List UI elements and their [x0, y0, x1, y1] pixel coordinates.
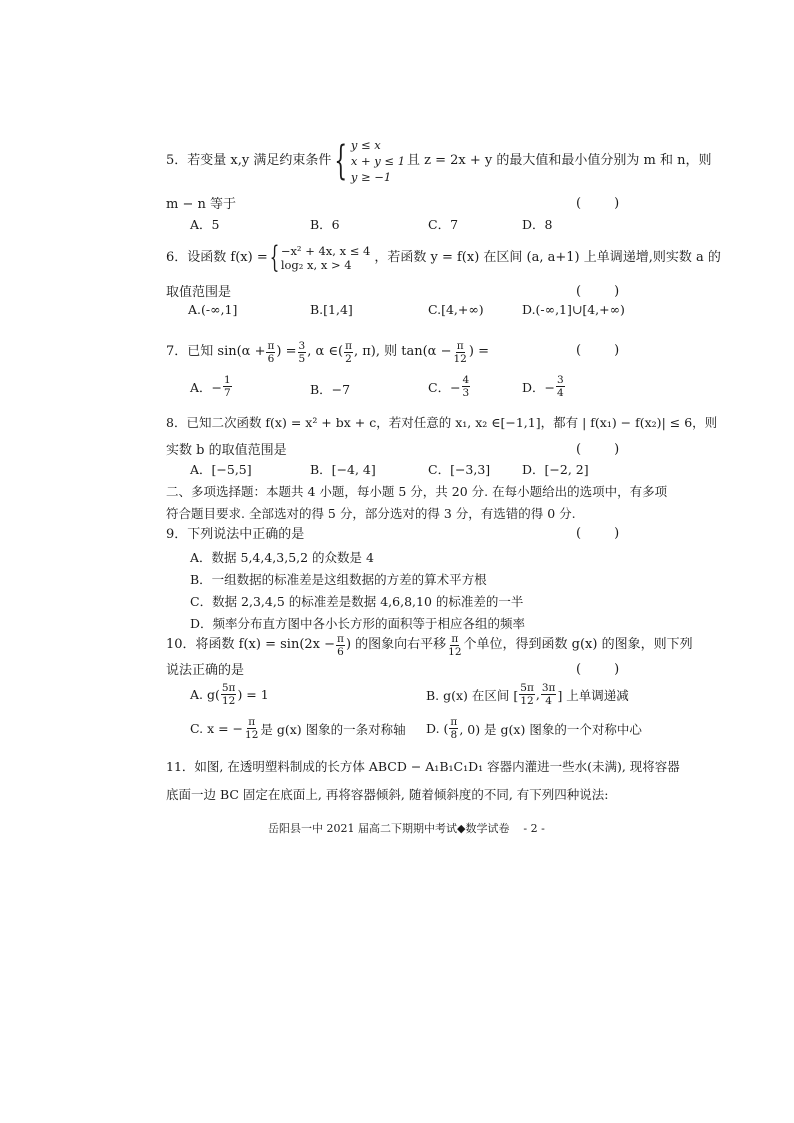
q9-answer-paren: ( ) — [576, 526, 620, 541]
q6-option-b: B.[1,4] — [310, 302, 353, 317]
q8-option-b: B．[−4, 4] — [310, 462, 376, 477]
q11-line1: 11．如图, 在透明塑料制成的长方体 ABCD − A₁B₁C₁D₁ 容器内灌进一些水(未满), 现将容器 — [166, 759, 680, 774]
q6-option-c: C.[4,+∞) — [428, 302, 484, 317]
q11-line2: 底面一边 BC 固定在底面上, 再将容器倾斜, 随着倾斜度的不同, 有下列四种说法: — [166, 787, 609, 802]
q7-option-d: D．− $\frac{3}{4}$ — [522, 374, 564, 399]
q9-option-b: B．一组数据的标准差是这组数据的方差的算术平方根 — [190, 572, 487, 587]
q7-frac-3-5: $\frac{3}{5}$ — [298, 339, 306, 365]
q8-line2: 实数 b 的取值范围是 — [166, 443, 287, 458]
q7-option-a: A．− $\frac{1}{7}$ — [190, 374, 231, 399]
q6-answer-paren: ( ) — [576, 284, 620, 299]
q7-option-c: C．− $\frac{4}{3}$ — [428, 374, 470, 399]
q5-constraints: y ≤ x x + y ≤ 1 y ≥ −1 — [350, 138, 406, 184]
q7-frac-pi-2: $\frac{\pi}{2}$ — [345, 339, 352, 365]
q5-answer-paren: ( ) — [576, 196, 620, 211]
q9-option-c: C．数据 2,3,4,5 的标准差是数据 4,6,8,10 的标准差的一半 — [190, 594, 524, 609]
q7-answer-paren: ( ) — [576, 343, 620, 358]
q9-option-d: D．频率分布直方图中各小长方形的面积等于相应各组的频率 — [190, 616, 526, 631]
q10-line2: 说法正确的是 — [166, 663, 245, 678]
q6-stem: 6．设函数 f(x) = { −x² + 4x, x ≤ 4 log₂ x, x > 4 ，若函数 y = f(x) 在区间 (a, a+1) 上单调递增,则实数 a 的 — [166, 240, 721, 275]
q5-option-d: D．8 — [522, 217, 553, 232]
q5-brace: { — [334, 138, 348, 184]
q5-line2: m − n 等于 — [166, 197, 236, 212]
q7-stem: 7．已知 sin(α + $\frac{\pi}{6}$ ) = $\frac{3}{5}$ , α ∈( $\frac{\pi}{2}$ , π), 则 tan(α − $\frac{\pi}{12}$ ) = — [166, 339, 489, 365]
q5-stem: 5．若变量 x,y 满足约束条件 { y ≤ x x + y ≤ 1 y ≥ −1 且 z = 2x + y 的最大值和最小值分别为 m 和 n，则 — [166, 138, 712, 184]
q6-option-a: A.(-∞,1] — [188, 302, 238, 317]
q8-option-d: D．[−2, 2] — [522, 462, 589, 477]
q5-option-b: B．6 — [310, 217, 340, 232]
section2-line2: 符合题目要求. 全部选对的得 5 分，部分选对的得 3 分，有选错的得 0 分. — [166, 506, 576, 521]
q7-option-b: B．−7 — [310, 382, 351, 397]
q10-option-b: B. g(x) 在区间 [ $\frac{5\pi}{12}$ , $\frac{3\pi}{4}$ ] 上单调递减 — [426, 682, 629, 707]
q10-answer-paren: ( ) — [576, 662, 620, 677]
q9-stem: 9．下列说法中正确的是 — [166, 527, 305, 542]
q8-option-c: C．[−3,3] — [428, 462, 491, 477]
page-footer: 岳阳县一中 2021 届高二下期期中考试◆数学试卷 - 2 - — [268, 822, 545, 835]
q10-option-d: D. ( $\frac{\pi}{8}$ , 0) 是 g(x) 图象的一个对称中心 — [426, 716, 642, 741]
q8-option-a: A．[−5,5] — [190, 462, 252, 477]
q7-frac-pi-12: $\frac{\pi}{12}$ — [453, 339, 467, 365]
q7-frac-pi-6: $\frac{\pi}{6}$ — [267, 339, 275, 365]
q6-option-d: D.(-∞,1]∪[4,+∞) — [522, 302, 625, 317]
q10-option-a: A. g( $\frac{5\pi}{12}$ ) = 1 — [190, 682, 269, 707]
q10-stem: 10．将函数 f(x) = sin(2x − $\frac{\pi}{6}$ ) 的图象向右平移 $\frac{\pi}{12}$ 个单位，得到函数 g(x) 的图象，则下列 — [166, 632, 693, 658]
q10-option-c: C. x = − $\frac{\pi}{12}$ 是 g(x) 图象的一条对称轴 — [190, 716, 406, 741]
q5-option-a: A．5 — [190, 217, 220, 232]
q8-answer-paren: ( ) — [576, 442, 620, 457]
q6-brace: { — [269, 240, 280, 275]
q9-option-a: A．数据 5,4,4,3,5,2 的众数是 4 — [190, 550, 374, 565]
q5-option-c: C．7 — [428, 217, 459, 232]
q6-line2: 取值范围是 — [166, 285, 232, 300]
q6-pieces: −x² + 4x, x ≤ 4 log₂ x, x > 4 — [280, 244, 371, 272]
q8-stem: 8．已知二次函数 f(x) = x² + bx + c，若对任意的 x₁, x₂ ∈[−1,1]，都有 | f(x₁) − f(x₂)| ≤ 6，则 — [166, 415, 718, 430]
section2-line1: 二、多项选择题：本题共 4 小题，每小题 5 分，共 20 分. 在每小题给出的选项中，有多项 — [166, 484, 668, 499]
